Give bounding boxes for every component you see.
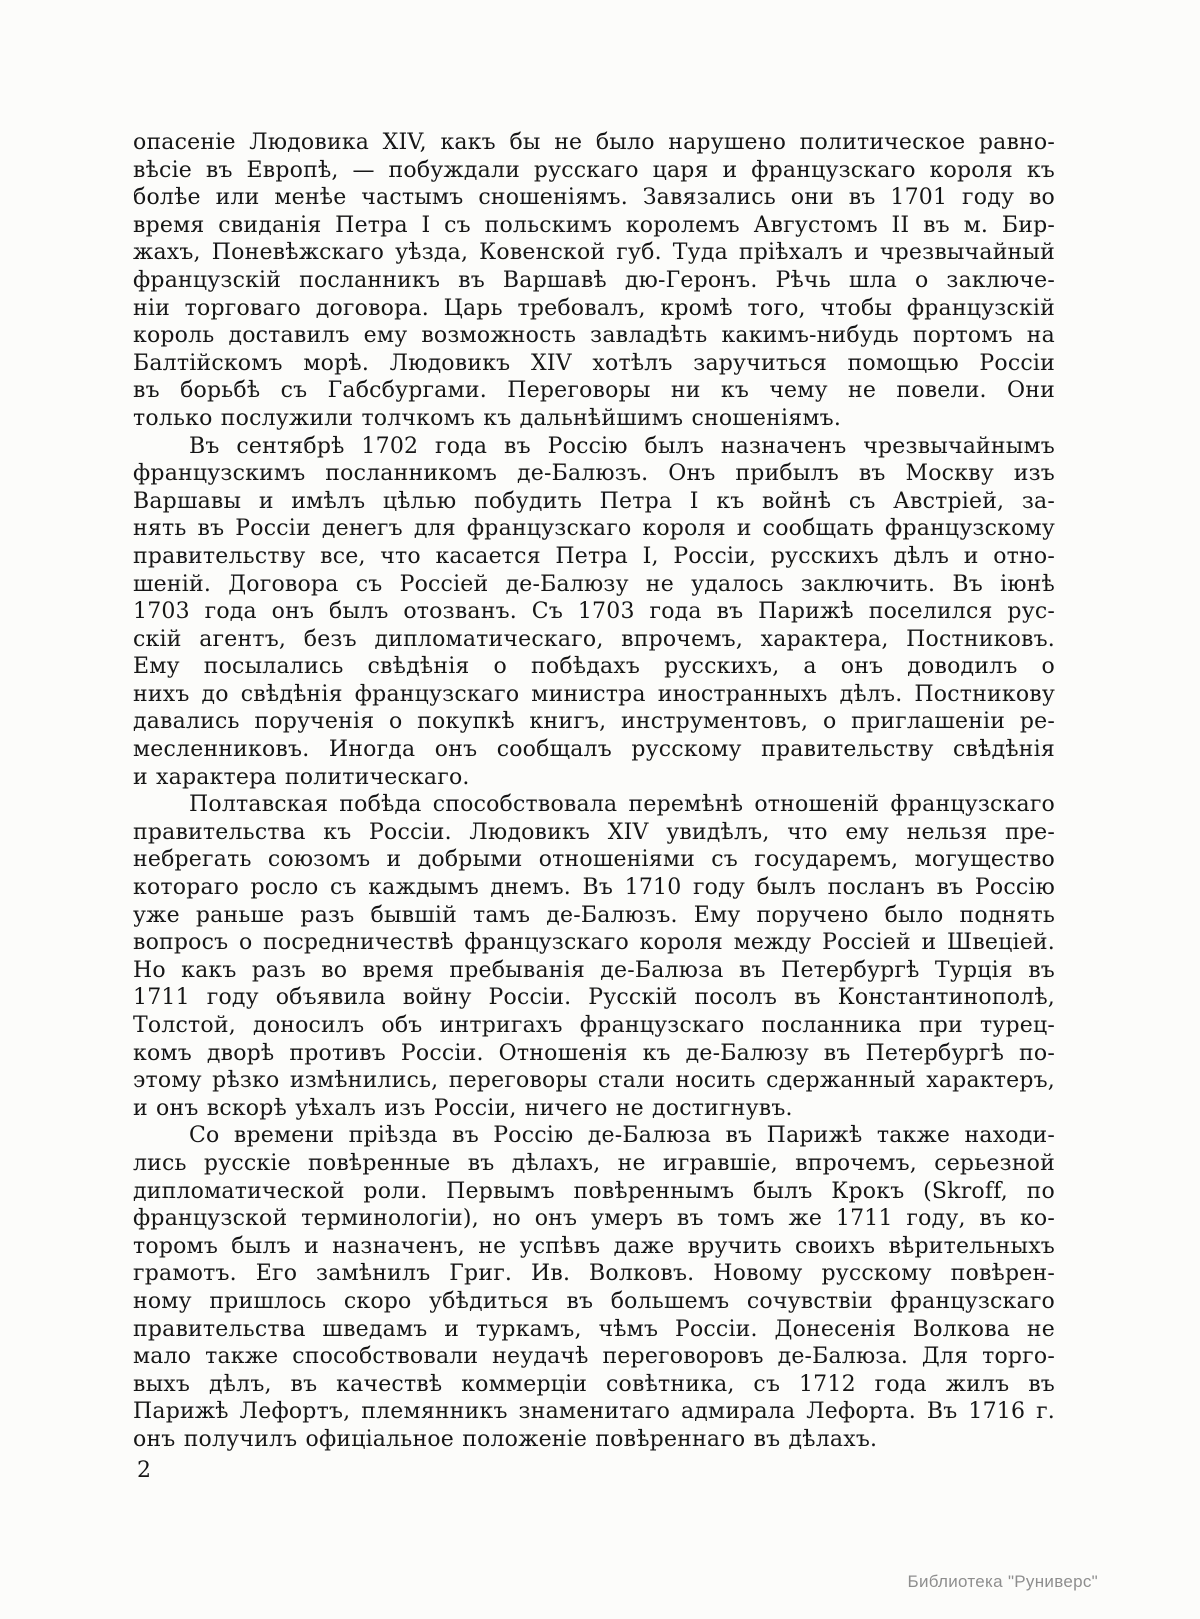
text-line: ніи торговаго договора. Царь требовалъ, кромѣ того, чтобы французскій [133,295,1055,321]
text-line: французской терминологіи), но онъ умеръ въ томъ же 1711 году, въ ко- [133,1206,1055,1232]
text-line: жахъ, Поневѣжскаго уѣзда, Ковенской губ. Туда пріѣхалъ и чрезвычайный [133,240,1055,266]
text-line: только послужили толчкомъ къ дальнѣйшимъ сношеніямъ. [133,405,842,431]
text-line: французскій посланникъ въ Варшавѣ дю-Геронъ. Рѣчь шла о заключе- [133,267,1055,293]
text-line: небрегать союзомъ и добрыми отношеніями съ государемъ, могущество [133,847,1055,873]
text-line: торомъ былъ и назначенъ, не успѣвъ даже вручить своихъ вѣрительныхъ [133,1233,1055,1259]
text-line: опасеніе Людовика XIV, какъ бы не было нарушено политическое равно- [133,130,1055,155]
text-line: комъ дворѣ противъ Россіи. Отношенія къ де-Балюзу въ Петербургѣ по- [133,1040,1055,1066]
text-line: и онъ вскорѣ уѣхалъ изъ Россіи, ничего не достигнувъ. [133,1095,793,1121]
text-line: лись русскіе повѣренные въ дѣлахъ, не игравшіе, впрочемъ, серьезной [133,1150,1055,1176]
text-line: правительству все, что касается Петра I, Россіи, русскихъ дѣлъ и отно- [133,543,1055,569]
text-line: грамотъ. Его замѣнилъ Григ. Ив. Волковъ. Новому русскому повѣрен- [133,1261,1055,1287]
text-line: онъ получилъ офиціальное положеніе повѣреннаго въ дѣлахъ. [133,1426,878,1452]
text-line: ному пришлось скоро убѣдиться въ большемъ сочувствіи французскаго [133,1288,1055,1314]
text-line: нять въ Россіи денегъ для французскаго короля и сообщать французскому [133,516,1055,542]
text-line: шеній. Договора съ Россіей де-Балюзу не удалось заключить. Въ іюнѣ [133,571,1055,597]
text-line: Со времени пріѣзда въ Россію де-Балюза въ Парижѣ также находи- [189,1123,1055,1149]
text-line: 1711 году объявила войну Россіи. Русскій посолъ въ Константинополѣ, [133,985,1055,1011]
text-line: Но какъ разъ во время пребыванія де-Балюза въ Петербургѣ Турція въ [133,957,1055,983]
text-line: Парижѣ Лефортъ, племянникъ знаменитаго адмирала Лефорта. Въ 1716 г. [133,1399,1055,1425]
text-line: давались порученія о покупкѣ книгъ, инструментовъ, о приглашеніи ре- [133,709,1055,735]
page-body [133,129,1055,1454]
text-line: Ему посылались свѣдѣнія о побѣдахъ русскихъ, а онъ доводилъ о [133,654,1055,680]
text-line: въ борьбѣ съ Габсбургами. Переговоры ни къ чему не повели. Они [133,378,1055,404]
text-line: Въ сентябрѣ 1702 года въ Россію былъ назначенъ чрезвычайнымъ [189,433,1055,459]
text-line: Полтавская побѣда способствовала перемѣнѣ отношеній французскаго [189,792,1055,818]
text-line: скій агентъ, безъ дипломатическаго, впрочемъ, характера, Постниковъ. [133,626,1055,652]
text-line: этому рѣзко измѣнились, переговоры стали носить сдержанный характеръ, [133,1068,1055,1094]
text-line: правительства къ Россіи. Людовикъ XIV увидѣлъ, что ему нельзя пре- [133,819,1055,845]
page-number: 2 [137,1458,151,1483]
text-line: уже раньше разъ бывшій тамъ де-Балюзъ. Ему поручено было поднять [133,902,1055,928]
text-line: мало также способствовали неудачѣ переговоровъ де-Балюза. Для торго- [133,1344,1055,1370]
text-line: Толстой, доносилъ объ интригахъ французскаго посланника при турец- [133,1013,1055,1038]
text-line: время свиданія Петра I съ польскимъ королемъ Августомъ II въ м. Бир- [133,212,1055,238]
text-line: выхъ дѣлъ, въ качествѣ коммерціи совѣтника, съ 1712 года жилъ въ [133,1371,1055,1397]
text-line: правительства шведамъ и туркамъ, чѣмъ Россіи. Донесенія Волкова не [133,1316,1055,1342]
text-line: французскимъ посланникомъ де-Балюзъ. Онъ прибылъ въ Москву изъ [133,461,1055,487]
text-line: король доставилъ ему возможность завладѣть какимъ-нибудь портомъ на [133,323,1055,349]
library-watermark: Библиотека "Руниверс" [907,1572,1098,1591]
text-line: дипломатической роли. Первымъ повѣреннымъ былъ Крокъ (Skroff, по [133,1178,1055,1204]
text-line: 1703 года онъ былъ отозванъ. Съ 1703 года въ Парижѣ поселился рус- [133,599,1055,625]
text-line: котораго росло съ каждымъ днемъ. Въ 1710 году былъ посланъ въ Россію [133,875,1055,901]
text-line: и характера политическаго. [133,764,470,790]
text-line: нихъ до свѣдѣнія французскаго министра иностранныхъ дѣлъ. Постникову [133,681,1055,707]
text-line: Балтійскомъ морѣ. Людовикъ XIV хотѣлъ заручиться помощью Россіи [133,350,1055,376]
text-line: вѣсіе въ Европѣ, — побуждали русскаго царя и французскаго короля къ [133,157,1055,183]
text-line: Варшавы и имѣлъ цѣлью побудить Петра I къ войнѣ съ Австріей, за- [133,488,1055,514]
text-line: месленниковъ. Иногда онъ сообщалъ русскому правительству свѣдѣнія [133,737,1055,763]
text-line: болѣе или менѣе частымъ сношеніямъ. Завязались они въ 1701 году во [133,185,1055,211]
text-line: вопросъ о посредничествѣ французскаго короля между Россіей и Швеціей. [133,930,1055,956]
